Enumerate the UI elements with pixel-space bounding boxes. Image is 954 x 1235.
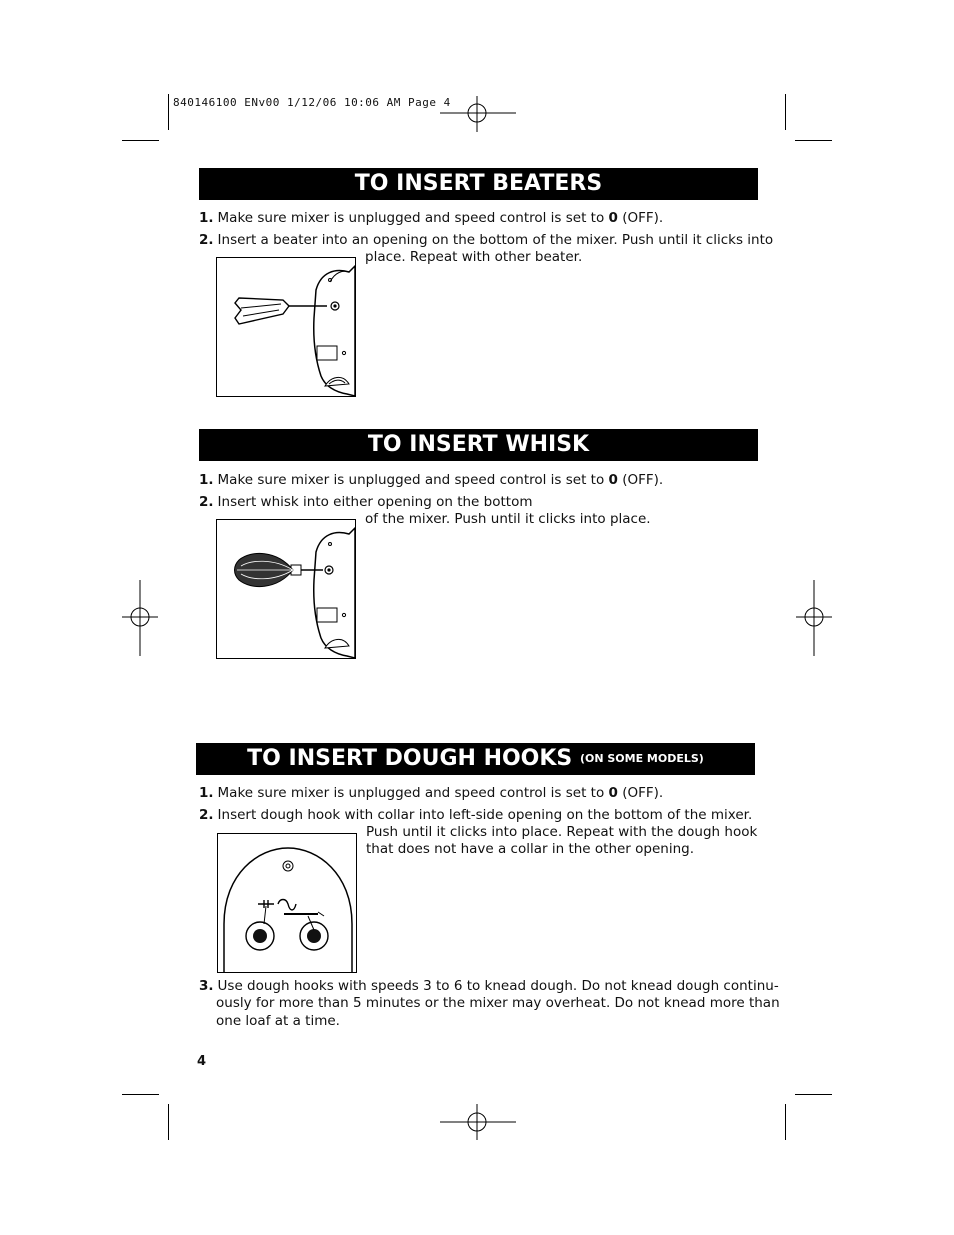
step-3: [199, 978, 779, 996]
page-number: 4: [197, 1054, 207, 1069]
step-number: 1.: [199, 785, 214, 801]
crop-mark: [168, 94, 169, 130]
crop-mark: [785, 1104, 786, 1140]
crop-mark: [168, 1104, 169, 1140]
print-slug: 840146100 ENv00 1/12/06 10:06 AM Page 4: [173, 96, 451, 109]
section-title: TO INSERT WHISK: [367, 432, 590, 457]
step-number: 1.: [199, 210, 214, 226]
crop-mark: [122, 140, 159, 141]
step-text: Make sure mixer is unplugged and speed control is set to: [217, 785, 609, 801]
step-2: [199, 494, 532, 512]
crop-mark: [795, 140, 832, 141]
step-3-continued: one loaf at a time.: [216, 1013, 340, 1029]
crop-mark: [122, 1094, 159, 1095]
beater-illustration: [216, 257, 356, 397]
step-number: 2.: [199, 494, 214, 510]
step-2-continued: that does not have a collar in the other opening.: [366, 841, 695, 857]
registration-mark-bottom-icon: [440, 1104, 516, 1140]
section-heading-beaters: [199, 168, 758, 200]
step-text: Insert dough hook with collar into left-side opening on the bottom of the mixer.: [217, 807, 753, 823]
section-heading-dough-hooks: [196, 743, 755, 775]
step-1: [199, 472, 663, 490]
step-text: Make sure mixer is unplugged and speed control is set to: [217, 210, 609, 226]
step-text: Insert a beater into an opening on the bottom of the mixer. Push until it clicks into: [217, 232, 774, 248]
dough-hook-illustration: [217, 833, 357, 973]
section-title: TO INSERT DOUGH HOOKS: [247, 746, 573, 771]
step-2-continued: of the mixer. Push until it clicks into place.: [365, 511, 651, 527]
registration-mark-left-icon: [122, 580, 158, 656]
step-3-continued: ously for more than 5 minutes or the mixer may overheat. Do not knead more than: [216, 995, 780, 1011]
step-1: [199, 210, 663, 228]
step-number: 2.: [199, 807, 214, 823]
step-text-tail: (OFF).: [617, 785, 664, 801]
section-title: TO INSERT BEATERS: [354, 171, 603, 196]
registration-mark-top-icon: [440, 96, 516, 132]
section-heading-whisk: [199, 429, 758, 461]
registration-mark-right-icon: [796, 580, 832, 656]
crop-mark: [795, 1094, 832, 1095]
step-number: 3.: [199, 978, 214, 994]
step-text-tail: (OFF).: [617, 210, 664, 226]
crop-mark: [785, 94, 786, 130]
step-2-continued: Push until it clicks into place. Repeat with the dough hook: [366, 824, 758, 840]
step-text: Make sure mixer is unplugged and speed control is set to: [217, 472, 609, 488]
step-2-continued: place. Repeat with other beater.: [365, 249, 583, 265]
step-2: [199, 807, 752, 825]
step-text-tail: (OFF).: [617, 472, 664, 488]
step-bold-value: 0: [608, 210, 618, 226]
step-text: Insert whisk into either opening on the bottom: [217, 494, 533, 510]
step-2: [199, 232, 773, 250]
step-number: 1.: [199, 472, 214, 488]
step-bold-value: 0: [608, 472, 618, 488]
step-bold-value: 0: [608, 785, 618, 801]
step-number: 2.: [199, 232, 214, 248]
step-1: [199, 785, 663, 803]
step-text: Use dough hooks with speeds 3 to 6 to knead dough. Do not knead dough continu-: [217, 978, 779, 994]
whisk-illustration: [216, 519, 356, 659]
section-subtitle: (ON SOME MODELS): [579, 752, 704, 765]
